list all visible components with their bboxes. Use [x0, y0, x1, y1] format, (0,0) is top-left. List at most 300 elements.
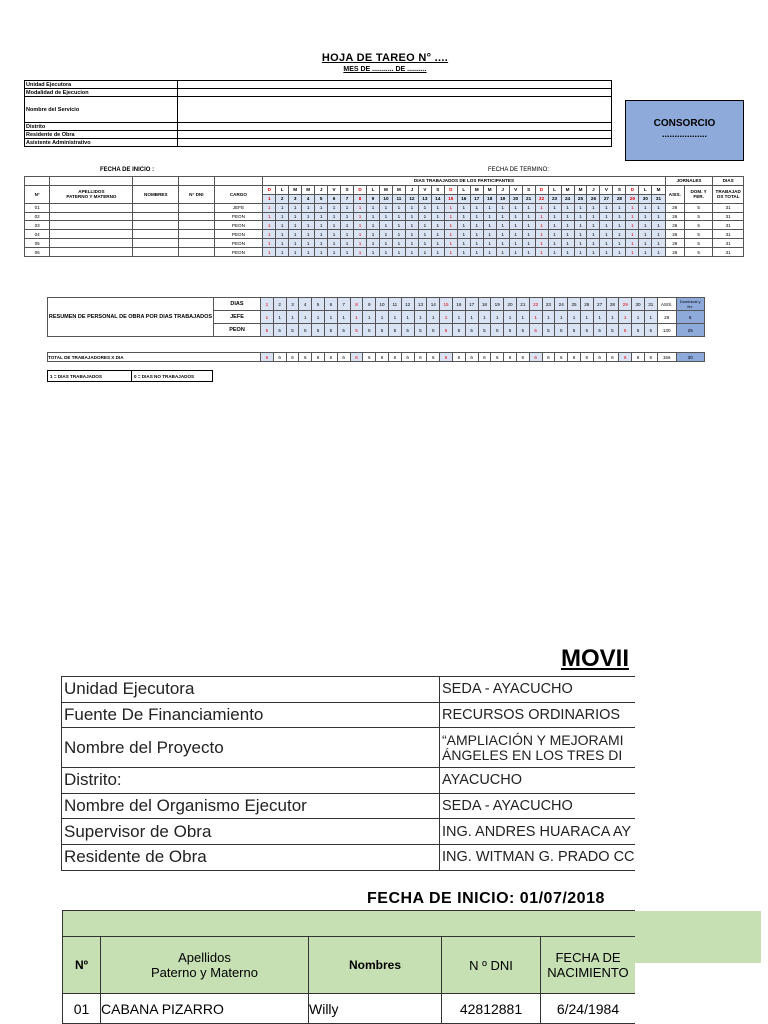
info-label: Asistente Administrativo — [25, 139, 178, 147]
info-value[interactable] — [178, 131, 612, 139]
resumen-dom: Dominical y fer. — [676, 298, 704, 311]
resumen-cell: 19 — [491, 298, 504, 311]
resumen-asis: 130 — [657, 324, 676, 337]
info-table — [24, 80, 612, 147]
day-cell[interactable]: 1 — [600, 248, 613, 257]
day-cell[interactable]: 1 — [418, 221, 431, 230]
day-cell[interactable]: 1 — [276, 230, 289, 239]
total-cell: 6 — [619, 353, 632, 362]
day-cell[interactable]: 1 — [483, 212, 496, 221]
info-value[interactable] — [178, 89, 612, 97]
day-cell[interactable]: 1 — [367, 221, 380, 230]
day-cell[interactable]: 1 — [483, 203, 496, 212]
day-cell[interactable]: 1 — [535, 248, 548, 257]
day-cell[interactable]: 1 — [328, 248, 341, 257]
day-cell[interactable]: 1 — [354, 203, 367, 212]
nombres-cell[interactable] — [133, 248, 179, 257]
day-cell[interactable]: 1 — [587, 248, 600, 257]
day-cell[interactable]: 1 — [483, 248, 496, 257]
col-apellidos-line2: PATERNO Y MATERNO — [66, 194, 117, 200]
day-cell[interactable]: 1 — [548, 203, 561, 212]
day-cell[interactable]: 1 — [626, 221, 639, 230]
total-cell: 6 — [516, 353, 529, 362]
workers-table — [62, 910, 635, 1024]
day-cell[interactable]: 1 — [405, 239, 418, 248]
resumen-cell: 1 — [376, 311, 389, 324]
day-cell[interactable]: 1 — [574, 203, 587, 212]
day-cell[interactable]: 1 — [626, 248, 639, 257]
day-cell[interactable]: 1 — [431, 221, 444, 230]
day-cell[interactable]: 1 — [535, 212, 548, 221]
col-dni: N º DNI — [442, 937, 541, 994]
resumen-cell: 1 — [401, 311, 414, 324]
day-cell[interactable]: 1 — [367, 230, 380, 239]
day-cell[interactable]: 1 — [561, 239, 574, 248]
day-cell[interactable]: 1 — [535, 230, 548, 239]
worker-dni: 42812881 — [442, 994, 541, 1024]
day-cell[interactable]: 1 — [626, 230, 639, 239]
day-cell[interactable]: 1 — [418, 239, 431, 248]
weekday-letter: M — [302, 185, 315, 194]
day-cell[interactable]: 1 — [431, 212, 444, 221]
cargo-cell: PEON — [214, 239, 263, 248]
dni-cell[interactable] — [179, 203, 214, 212]
resumen-cell: 1 — [516, 311, 529, 324]
day-cell[interactable]: 1 — [354, 248, 367, 257]
day-cell[interactable]: 1 — [483, 239, 496, 248]
col-nombres: Nombres — [309, 937, 442, 994]
day-cell[interactable]: 1 — [548, 230, 561, 239]
day-cell[interactable]: 1 — [315, 248, 328, 257]
resumen-cell: 7 — [337, 298, 350, 311]
day-cell[interactable]: 1 — [613, 212, 626, 221]
day-cell[interactable]: 1 — [328, 203, 341, 212]
day-cell[interactable]: 1 — [289, 221, 302, 230]
day-cell[interactable]: 1 — [418, 230, 431, 239]
weekday-letter: V — [328, 185, 341, 194]
day-cell[interactable]: 1 — [535, 239, 548, 248]
day-cell[interactable]: 1 — [496, 212, 509, 221]
apellidos-cell[interactable] — [50, 221, 133, 230]
day-cell[interactable]: 1 — [652, 221, 665, 230]
day-cell[interactable]: 1 — [496, 239, 509, 248]
weekday-letter: D — [263, 185, 276, 194]
day-cell[interactable]: 1 — [613, 248, 626, 257]
weekday-letter: M — [379, 185, 392, 194]
resumen-cell: 1 — [465, 311, 478, 324]
resumen-label: RESUMEN DE PERSONAL DE OBRA POR DIAS TRABAJADOS — [48, 298, 214, 337]
resumen-cell: 5 — [632, 324, 645, 337]
resumen-cell: 27 — [593, 298, 606, 311]
day-cell[interactable]: 1 — [483, 230, 496, 239]
day-cell[interactable]: 1 — [431, 203, 444, 212]
weekday-letter: M — [289, 185, 302, 194]
day-cell[interactable]: 1 — [328, 239, 341, 248]
weekday-letter: M — [652, 185, 665, 194]
day-cell[interactable]: 1 — [354, 212, 367, 221]
day-cell[interactable]: 1 — [444, 212, 457, 221]
day-cell[interactable]: 1 — [535, 221, 548, 230]
day-cell[interactable]: 1 — [276, 212, 289, 221]
day-cell[interactable]: 1 — [600, 212, 613, 221]
day-cell[interactable]: 1 — [405, 203, 418, 212]
day-cell[interactable]: 1 — [587, 203, 600, 212]
day-cell[interactable]: 1 — [263, 239, 276, 248]
day-cell[interactable]: 1 — [392, 239, 405, 248]
day-cell[interactable]: 1 — [302, 221, 315, 230]
day-cell[interactable]: 1 — [470, 248, 483, 257]
day-cell[interactable]: 1 — [405, 248, 418, 257]
info-value[interactable] — [178, 139, 612, 147]
day-cell[interactable]: 1 — [289, 248, 302, 257]
day-cell[interactable]: 1 — [470, 221, 483, 230]
row-number: 03 — [25, 221, 50, 230]
apellidos-cell[interactable] — [50, 239, 133, 248]
dias-header: DIAS — [713, 177, 744, 186]
total-cell: 6 — [555, 353, 568, 362]
day-cell[interactable]: 1 — [392, 230, 405, 239]
resumen-cell: 5 — [312, 324, 325, 337]
day-cell[interactable]: 1 — [444, 221, 457, 230]
day-cell[interactable]: 1 — [548, 221, 561, 230]
total-cell: 6 — [261, 353, 274, 362]
day-cell[interactable]: 1 — [652, 212, 665, 221]
day-cell[interactable]: 1 — [418, 212, 431, 221]
day-cell[interactable]: 1 — [457, 221, 470, 230]
apellidos-cell[interactable] — [50, 230, 133, 239]
total-cell: 6 — [414, 353, 427, 362]
resumen-cell: 1 — [312, 311, 325, 324]
total-cell: 6 — [273, 353, 286, 362]
day-cell[interactable]: 1 — [379, 212, 392, 221]
nombres-cell[interactable] — [133, 239, 179, 248]
day-cell[interactable]: 1 — [315, 203, 328, 212]
dni-cell[interactable] — [179, 212, 214, 221]
day-cell[interactable]: 1 — [639, 230, 652, 239]
dni-cell[interactable] — [179, 248, 214, 257]
day-cell[interactable]: 1 — [341, 212, 354, 221]
day-cell[interactable]: 1 — [587, 221, 600, 230]
total-cell: 6 — [491, 353, 504, 362]
day-cell[interactable]: 1 — [379, 203, 392, 212]
day-cell[interactable]: 1 — [302, 248, 315, 257]
day-cell[interactable]: 1 — [652, 230, 665, 239]
day-cell[interactable]: 1 — [652, 248, 665, 257]
weekday-letter: S — [522, 185, 535, 194]
day-cell[interactable]: 1 — [509, 248, 522, 257]
day-cell[interactable]: 1 — [315, 239, 328, 248]
jornales-header: JORNALES — [665, 177, 713, 186]
col-dom-fer: DOM. Y FER. — [684, 185, 712, 203]
day-cell[interactable]: 1 — [263, 230, 276, 239]
day-cell[interactable]: 1 — [626, 239, 639, 248]
day-cell[interactable]: 1 — [626, 212, 639, 221]
day-cell[interactable]: 1 — [574, 221, 587, 230]
total-cell: 31 — [713, 230, 744, 239]
day-cell[interactable]: 1 — [561, 203, 574, 212]
day-cell[interactable]: 1 — [457, 203, 470, 212]
day-cell[interactable]: 1 — [379, 221, 392, 230]
info-value[interactable] — [178, 123, 612, 131]
nombres-cell[interactable] — [133, 230, 179, 239]
day-cell[interactable]: 1 — [418, 248, 431, 257]
day-cell[interactable]: 1 — [263, 248, 276, 257]
day-cell[interactable]: 1 — [574, 230, 587, 239]
day-cell[interactable]: 1 — [315, 221, 328, 230]
resumen-cell: 5 — [414, 324, 427, 337]
info-label: Unidad Ejecutora — [25, 81, 178, 89]
day-cell[interactable]: 1 — [509, 230, 522, 239]
day-cell[interactable]: 1 — [328, 221, 341, 230]
resumen-cell: 25 — [568, 298, 581, 311]
day-cell[interactable]: 1 — [613, 239, 626, 248]
day-cell[interactable]: 1 — [600, 239, 613, 248]
day-cell[interactable]: 1 — [496, 203, 509, 212]
col-trabajados-total: TRABAJAD OS TOTAL — [713, 185, 744, 203]
day-cell[interactable]: 1 — [289, 239, 302, 248]
weekday-letter: J — [315, 185, 328, 194]
resumen-cell: 1 — [350, 311, 363, 324]
day-cell[interactable]: 1 — [587, 230, 600, 239]
day-cell[interactable]: 1 — [341, 230, 354, 239]
day-cell[interactable]: 1 — [600, 230, 613, 239]
day-cell[interactable]: 1 — [315, 230, 328, 239]
day-cell[interactable]: 1 — [509, 221, 522, 230]
day-cell[interactable]: 1 — [392, 221, 405, 230]
day-number: 22 — [535, 194, 548, 203]
resumen-cell: 31 — [644, 298, 657, 311]
day-cell[interactable]: 1 — [302, 239, 315, 248]
resumen-cell: 5 — [261, 324, 274, 337]
day-cell[interactable]: 1 — [522, 221, 535, 230]
total-table — [47, 352, 705, 362]
day-cell[interactable]: 1 — [587, 239, 600, 248]
day-cell[interactable]: 1 — [652, 239, 665, 248]
day-cell[interactable]: 1 — [548, 212, 561, 221]
day-cell[interactable]: 1 — [276, 203, 289, 212]
day-cell[interactable]: 1 — [548, 239, 561, 248]
day-cell[interactable]: 1 — [457, 239, 470, 248]
resumen-cell: 5 — [350, 324, 363, 337]
day-number: 7 — [341, 194, 354, 203]
project-value: ING. WITMAN G. PRADO CC — [440, 844, 636, 870]
weekday-letter: M — [574, 185, 587, 194]
day-cell[interactable]: 1 — [289, 230, 302, 239]
day-cell[interactable]: 1 — [289, 203, 302, 212]
day-cell[interactable]: 1 — [600, 221, 613, 230]
day-number: 18 — [483, 194, 496, 203]
day-cell[interactable]: 1 — [315, 212, 328, 221]
project-label: Residente de Obra — [62, 844, 440, 870]
total-cell: 6 — [299, 353, 312, 362]
day-cell[interactable]: 1 — [444, 248, 457, 257]
total-cell: 6 — [632, 353, 645, 362]
day-number: 27 — [600, 194, 613, 203]
day-cell[interactable]: 1 — [639, 248, 652, 257]
day-cell[interactable]: 1 — [548, 248, 561, 257]
day-cell[interactable]: 1 — [276, 248, 289, 257]
day-cell[interactable]: 1 — [496, 248, 509, 257]
day-cell[interactable]: 1 — [561, 221, 574, 230]
col-dni: N° DNI — [179, 185, 214, 203]
day-cell[interactable]: 1 — [302, 203, 315, 212]
day-cell[interactable]: 1 — [302, 212, 315, 221]
dom-cell: 5 — [684, 203, 712, 212]
apellidos-cell[interactable] — [50, 203, 133, 212]
day-cell[interactable]: 1 — [444, 239, 457, 248]
day-cell[interactable]: 1 — [328, 230, 341, 239]
day-cell[interactable]: 1 — [276, 221, 289, 230]
day-cell[interactable]: 1 — [496, 230, 509, 239]
resumen-cell: 5 — [465, 324, 478, 337]
weekday-letter: S — [431, 185, 444, 194]
resumen-row — [48, 298, 705, 311]
day-cell[interactable]: 1 — [639, 239, 652, 248]
day-cell[interactable]: 1 — [379, 239, 392, 248]
day-cell[interactable]: 1 — [302, 230, 315, 239]
day-cell[interactable]: 1 — [496, 221, 509, 230]
day-cell[interactable]: 1 — [444, 230, 457, 239]
day-cell[interactable]: 1 — [367, 212, 380, 221]
nombres-cell[interactable] — [133, 203, 179, 212]
resumen-cell: 17 — [465, 298, 478, 311]
day-cell[interactable]: 1 — [367, 239, 380, 248]
total-cell: 6 — [388, 353, 401, 362]
day-cell[interactable]: 1 — [263, 203, 276, 212]
consorcio-dots: .................. — [661, 129, 707, 139]
weekday-letter: L — [367, 185, 380, 194]
resumen-cell: 1 — [337, 311, 350, 324]
weekday-letter: V — [509, 185, 522, 194]
total-cell: 6 — [568, 353, 581, 362]
day-cell[interactable]: 1 — [354, 221, 367, 230]
day-cell[interactable]: 1 — [418, 203, 431, 212]
day-cell[interactable]: 1 — [522, 239, 535, 248]
day-cell[interactable]: 1 — [405, 221, 418, 230]
day-number: 19 — [496, 194, 509, 203]
weekday-letter: L — [276, 185, 289, 194]
day-cell[interactable]: 1 — [367, 203, 380, 212]
day-cell[interactable]: 1 — [587, 212, 600, 221]
col-n: Nº — [63, 937, 101, 994]
green-header-band — [635, 911, 761, 963]
day-cell[interactable]: 1 — [574, 248, 587, 257]
day-cell[interactable]: 1 — [561, 248, 574, 257]
day-cell[interactable]: 1 — [613, 230, 626, 239]
day-cell[interactable]: 1 — [470, 230, 483, 239]
dni-cell[interactable] — [179, 239, 214, 248]
resumen-cell: 20 — [504, 298, 517, 311]
day-cell[interactable]: 1 — [328, 212, 341, 221]
day-cell[interactable]: 1 — [470, 203, 483, 212]
day-cell[interactable]: 1 — [574, 212, 587, 221]
day-cell[interactable]: 1 — [626, 203, 639, 212]
day-cell[interactable]: 1 — [522, 248, 535, 257]
day-cell[interactable]: 1 — [289, 212, 302, 221]
info-label: Nombre del Servicio — [25, 97, 178, 123]
day-cell[interactable]: 1 — [522, 230, 535, 239]
dni-cell[interactable] — [179, 221, 214, 230]
day-cell[interactable]: 1 — [561, 230, 574, 239]
weekday-letter: M — [392, 185, 405, 194]
day-cell[interactable]: 1 — [652, 203, 665, 212]
day-cell[interactable]: 1 — [457, 248, 470, 257]
day-cell[interactable]: 1 — [367, 248, 380, 257]
day-cell[interactable]: 1 — [639, 212, 652, 221]
dni-cell[interactable] — [179, 230, 214, 239]
day-cell[interactable]: 1 — [392, 212, 405, 221]
nombres-cell[interactable] — [133, 221, 179, 230]
day-cell[interactable]: 1 — [379, 248, 392, 257]
day-cell[interactable]: 1 — [354, 239, 367, 248]
day-cell[interactable]: 1 — [574, 239, 587, 248]
day-cell[interactable]: 1 — [341, 221, 354, 230]
day-cell[interactable]: 1 — [379, 230, 392, 239]
resumen-cell: 5 — [644, 324, 657, 337]
day-cell[interactable]: 1 — [522, 212, 535, 221]
resumen-cell: 1 — [606, 311, 619, 324]
day-cell[interactable]: 1 — [483, 221, 496, 230]
day-cell[interactable]: 1 — [392, 248, 405, 257]
info-value[interactable] — [178, 81, 612, 89]
day-cell[interactable]: 1 — [535, 203, 548, 212]
resumen-asis: 26 — [657, 311, 676, 324]
apellidos-cell[interactable] — [50, 212, 133, 221]
resumen-cell: 1 — [452, 311, 465, 324]
day-cell[interactable]: 1 — [276, 239, 289, 248]
day-cell[interactable]: 1 — [431, 248, 444, 257]
day-cell[interactable]: 1 — [405, 230, 418, 239]
day-cell[interactable]: 1 — [639, 203, 652, 212]
day-cell[interactable]: 1 — [470, 239, 483, 248]
resumen-cell: 5 — [299, 324, 312, 337]
day-cell[interactable]: 1 — [392, 203, 405, 212]
resumen-cell: 1 — [632, 311, 645, 324]
day-cell[interactable]: 1 — [263, 221, 276, 230]
project-row — [62, 702, 636, 728]
resumen-cell: 3 — [286, 298, 299, 311]
day-cell[interactable]: 1 — [405, 212, 418, 221]
day-cell[interactable]: 1 — [509, 203, 522, 212]
resumen-table — [47, 297, 705, 337]
day-cell[interactable]: 1 — [341, 248, 354, 257]
day-cell[interactable]: 1 — [639, 221, 652, 230]
day-cell[interactable]: 1 — [457, 230, 470, 239]
day-cell[interactable]: 1 — [263, 212, 276, 221]
day-cell[interactable]: 1 — [354, 230, 367, 239]
day-cell[interactable]: 1 — [561, 212, 574, 221]
day-cell[interactable]: 1 — [522, 203, 535, 212]
info-value[interactable] — [178, 97, 612, 123]
nombres-cell[interactable] — [133, 212, 179, 221]
day-cell[interactable]: 1 — [341, 203, 354, 212]
project-row — [62, 728, 636, 768]
day-cell[interactable]: 1 — [457, 212, 470, 221]
day-cell[interactable]: 1 — [613, 203, 626, 212]
day-cell[interactable]: 1 — [509, 239, 522, 248]
day-cell[interactable]: 1 — [431, 230, 444, 239]
day-cell[interactable]: 1 — [431, 239, 444, 248]
col-apellidos — [101, 937, 309, 994]
day-cell[interactable]: 1 — [470, 212, 483, 221]
apellidos-cell[interactable] — [50, 248, 133, 257]
day-cell[interactable]: 1 — [341, 239, 354, 248]
day-cell[interactable]: 1 — [600, 203, 613, 212]
asis-cell: 26 — [665, 248, 684, 257]
day-cell[interactable]: 1 — [444, 203, 457, 212]
day-cell[interactable]: 1 — [509, 212, 522, 221]
day-cell[interactable]: 1 — [613, 221, 626, 230]
